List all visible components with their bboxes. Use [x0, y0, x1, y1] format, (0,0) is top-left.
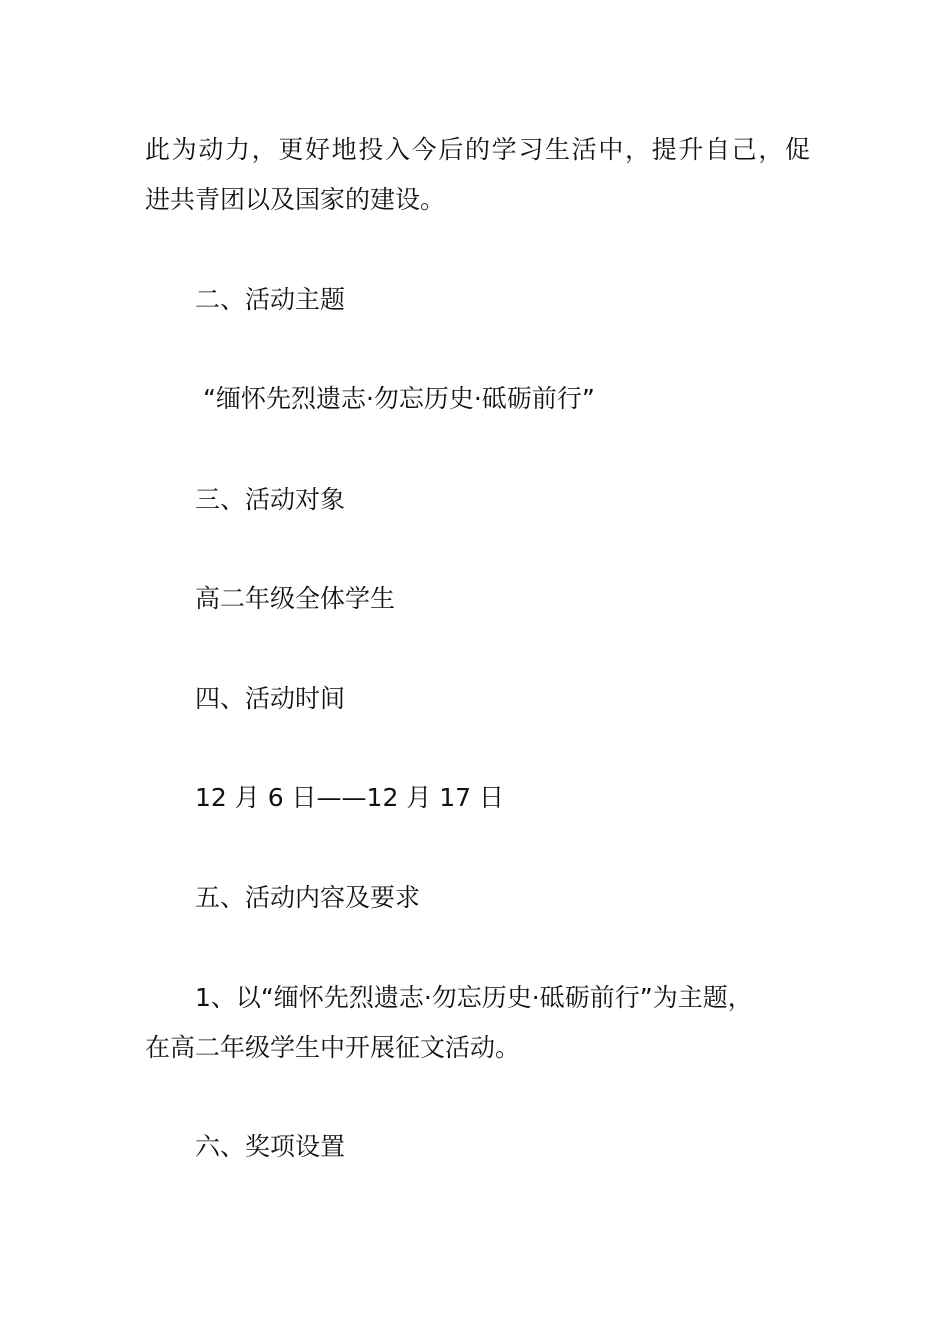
section-5-item-1-line-2: 在高二年级学生中开展征文活动。	[145, 1033, 521, 1062]
section-5-item-1-line-1: 1、以“缅怀先烈遗志·勿忘历史·砥砺前行”为主题，	[195, 983, 753, 1012]
intro-paragraph-line-2: 进共青团以及国家的建设。	[145, 185, 446, 214]
section-3-heading: 三、活动对象	[195, 485, 346, 514]
section-4-content: 12 月 6 日——12 月 17 日	[195, 783, 505, 812]
section-6-heading: 六、奖项设置	[195, 1132, 346, 1161]
section-2-heading: 二、活动主题	[195, 285, 346, 314]
section-3-content: 高二年级全体学生	[195, 584, 396, 613]
section-4-heading: 四、活动时间	[195, 684, 346, 713]
section-5-heading: 五、活动内容及要求	[195, 883, 421, 912]
section-2-content: “缅怀先烈遗志·勿忘历史·砥砺前行”	[203, 384, 595, 413]
intro-paragraph-line-1: 此为动力，更好地投入今后的学习生活中，提升自己，促	[145, 135, 810, 164]
